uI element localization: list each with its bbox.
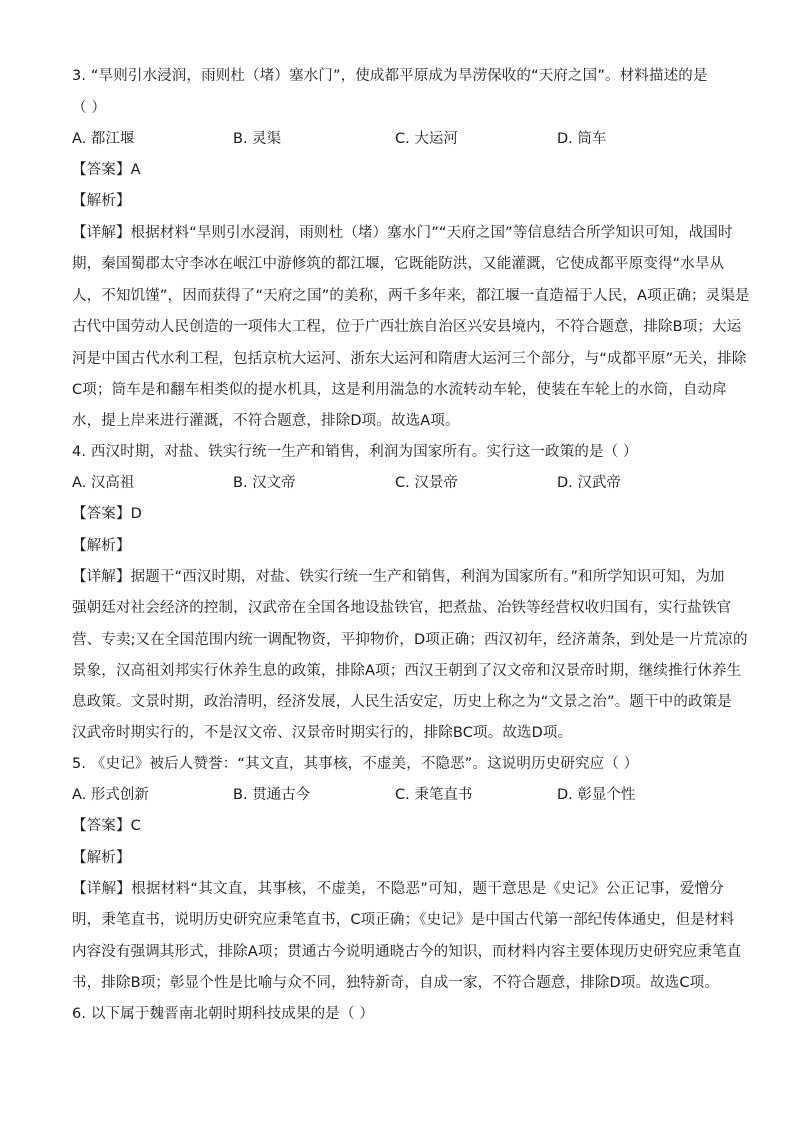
question-3-detail-line-2: 期，秦国蜀郡太守李冰在岷江中游修筑的都江堰，它既能防洪，又能灌溉，它使成都平原变得“水旱从 — [72, 256, 725, 272]
question-5-options — [72, 785, 724, 805]
question-5-detail-line-3: 内容没有强调其形式，排除A项；贯通古今说明通晓古今的知识，而材料内容主要体现历史研究应秉笔直 — [72, 944, 742, 960]
question-3-option-b: B. 灵渠 — [233, 131, 282, 147]
question-6-stem: 6. 以下属于魏晋南北朝时期科技成果的是（ ） — [72, 1006, 375, 1022]
question-4-stem: 4. 西汉时期，对盐、铁实行统一生产和销售，利润为国家所有。实行这一政策的是（ ） — [72, 444, 638, 460]
question-4-detail-line-2: 强朝廷对社会经济的控制，汉武帝在全国各地设盐铁官，把煮盐、冶铁等经营权收归国有，实行盐铁官 — [72, 600, 732, 616]
question-3-stem-line-1: 3. “旱则引水浸润，雨则杜（堵）塞水门”，使成都平原成为旱涝保收的“天府之国”。材料描述的是 — [72, 68, 708, 84]
question-4-options — [72, 473, 724, 493]
question-3-option-a: A. 都江堰 — [72, 131, 135, 147]
question-3-option-d: D. 筒车 — [557, 131, 607, 147]
question-3-detail-line-6: C项；筒车是和翻车相类似的提水机具，这是利用湍急的水流转动车轮，使装在车轮上的水筒，自动戽 — [72, 382, 727, 398]
question-4-detail-line-1: 【详解】据题干“西汉时期，对盐、铁实行统一生产和销售，利润为国家所有。”和所学知识可知，为加 — [72, 569, 725, 585]
question-5-detail-line-2: 明，秉笔直书，说明历史研究应秉笔直书，C项正确；《史记》是中国古代第一部纪传体通史，但是材料 — [72, 912, 735, 928]
question-4-option-d: D. 汉武帝 — [557, 475, 621, 491]
question-4-option-b: B. 汉文帝 — [233, 475, 296, 491]
question-4-detail-line-5: 息政策。文景时期，政治清明，经济发展，人民生活安定，历史上称之为“文景之治”。题干中的政策是 — [72, 694, 732, 710]
question-3-detail-line-1: 【详解】根据材料“旱则引水浸润，雨则杜（堵）塞水门”“天府之国”等信息结合所学知识可知，战国时 — [72, 225, 733, 241]
question-3-detail-line-7: 水，提上岸来进行灌溉，不符合题意，排除D项。故选A项。 — [72, 413, 460, 429]
question-4-answer: 【答案】D — [72, 506, 142, 522]
question-5-option-a: A. 形式创新 — [72, 787, 149, 803]
question-4-option-a: A. 汉高祖 — [72, 475, 135, 491]
question-5-detail-line-1: 【详解】根据材料“其文直，其事核，不虚美，不隐恶”可知，题干意思是《史记》公正记事，爱憎分 — [72, 881, 724, 897]
question-3-detail-line-5: 河是中国古代水利工程，包括京杭大运河、浙东大运河和隋唐大运河三个部分，与“成都平原”无关，排除 — [72, 351, 747, 367]
question-4-option-c: C. 汉景帝 — [395, 475, 458, 491]
question-3-stem-line-2: （ ） — [72, 100, 107, 116]
question-5-analysis-title: 【解析】 — [72, 850, 131, 866]
question-3-options — [72, 129, 724, 149]
question-5-stem: 5. 《史记》被后人赞誉：“其文直，其事核，不虚美，不隐恶”。这说明历史研究应（ ） — [72, 756, 639, 772]
question-5-answer: 【答案】C — [72, 818, 141, 834]
question-5-detail-line-4: 书，排除B项；彰显个性是比喻与众不同，独特新奇，自成一家，不符合题意，排除D项。故选C项。 — [72, 975, 719, 991]
question-5-option-d: D. 彰显个性 — [557, 787, 636, 803]
question-4-detail-line-4: 景象，汉高祖刘邦实行休养生息的政策，排除A项；西汉王朝到了汉文帝和汉景帝时期，继续推行休养生 — [72, 663, 742, 679]
question-3-detail-line-3: 人，不知饥馑”，因而获得了“天府之国”的美称，两千多年来，都江堰一直造福于人民，A项正确；灵渠是 — [72, 288, 750, 304]
question-5-option-c: C. 秉笔直书 — [395, 787, 473, 803]
question-3-analysis-title: 【解析】 — [72, 193, 131, 209]
question-3-option-c: C. 大运河 — [395, 131, 458, 147]
question-4-detail-line-3: 营、专卖;又在全国范围内统一调配物资，平抑物价，D项正确；西汉初年，经济萧条，到处是一片荒凉的 — [72, 632, 748, 648]
question-5-option-b: B. 贯通古今 — [233, 787, 311, 803]
question-4-analysis-title: 【解析】 — [72, 538, 131, 554]
question-4-detail-line-6: 汉武帝时期实行的，不是汉文帝、汉景帝时期实行的，排除BC项。故选D项。 — [72, 725, 573, 741]
question-3-answer: 【答案】A — [72, 162, 141, 178]
question-3-detail-line-4: 古代中国劳动人民创造的一项伟大工程，位于广西壮族自治区兴安县境内，不符合题意，排除B项；大运 — [72, 319, 742, 335]
